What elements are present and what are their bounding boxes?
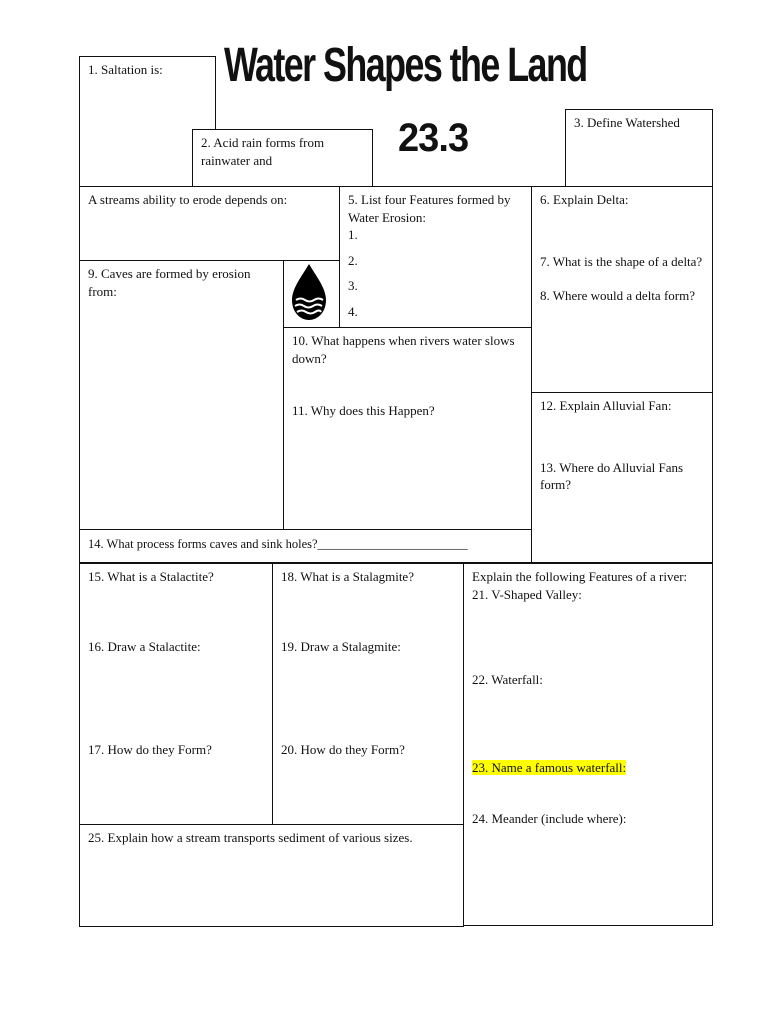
q19-label: 19. Draw a Stalagmite: xyxy=(281,638,401,654)
q13-label: 13. Where do Alluvial Fans form? xyxy=(540,459,684,492)
q20-label: 20. How do they Form? xyxy=(281,742,405,757)
delta-box[interactable] xyxy=(531,186,713,394)
water-drop-icon xyxy=(288,262,330,322)
q10-box[interactable] xyxy=(283,327,532,530)
q9-box[interactable] xyxy=(79,260,284,530)
q5-box[interactable] xyxy=(339,186,532,329)
q5-item-3: 3. xyxy=(348,278,358,293)
q17-label: 17. How do they Form? xyxy=(88,742,212,757)
erode-label: A streams ability to erode depends on: xyxy=(88,192,288,207)
q25-label: 25. Explain how a stream transports sediment of various sizes. xyxy=(88,830,413,845)
q3-box[interactable] xyxy=(565,109,713,191)
river-box[interactable] xyxy=(463,563,713,926)
page-title-text: Water Shapes the Land xyxy=(224,36,587,92)
section-number: 23.3 xyxy=(398,116,469,160)
q11-label: 11. Why does this Happen? xyxy=(292,403,435,418)
page-title xyxy=(224,36,587,124)
stalagmite-box[interactable] xyxy=(272,563,464,825)
q23-label xyxy=(472,759,704,777)
q5-label: 5. List four Features formed by Water Erosion: xyxy=(348,192,511,225)
alluvial-box[interactable] xyxy=(531,392,713,563)
q22-label: 22. Waterfall: xyxy=(472,672,543,687)
erode-box[interactable] xyxy=(79,186,340,261)
q16-label: 16. Draw a Stalactite: xyxy=(88,638,201,654)
q21-label: 21. V-Shaped Valley: xyxy=(472,586,582,602)
q10-label: 10. What happens when rivers water slows down? xyxy=(292,333,515,366)
q5-item-4: 4. xyxy=(348,303,358,319)
q8-label: 8. Where would a delta form? xyxy=(540,288,695,303)
q12-label: 12. Explain Alluvial Fan: xyxy=(540,398,672,413)
q6-label: 6. Explain Delta: xyxy=(540,192,629,207)
q3-label: 3. Define Watershed xyxy=(574,115,680,130)
q9-label: 9. Caves are formed by erosion from: xyxy=(88,266,251,299)
q14-box[interactable] xyxy=(79,529,532,563)
q5-item-1: 1. xyxy=(348,227,358,242)
river-intro: Explain the following Features of a river: xyxy=(472,569,688,584)
q5-item-2: 2. xyxy=(348,252,358,268)
q24-label: 24. Meander (include where): xyxy=(472,811,627,826)
q14-label: 14. What process forms caves and sink holes?________________________ xyxy=(88,537,468,551)
q15-label: 15. What is a Stalactite? xyxy=(88,569,214,584)
q2-box[interactable] xyxy=(192,129,373,187)
q7-label: 7. What is the shape of a delta? xyxy=(540,253,703,269)
q1-label: 1. Saltation is: xyxy=(88,62,163,77)
stalactite-box[interactable] xyxy=(79,563,273,825)
q23-highlight: 23. Name a famous waterfall: xyxy=(472,759,627,775)
q2-label: 2. Acid rain forms from rainwater and xyxy=(201,135,325,168)
q25-box[interactable] xyxy=(79,824,464,927)
q18-label: 18. What is a Stalagmite? xyxy=(281,569,414,584)
